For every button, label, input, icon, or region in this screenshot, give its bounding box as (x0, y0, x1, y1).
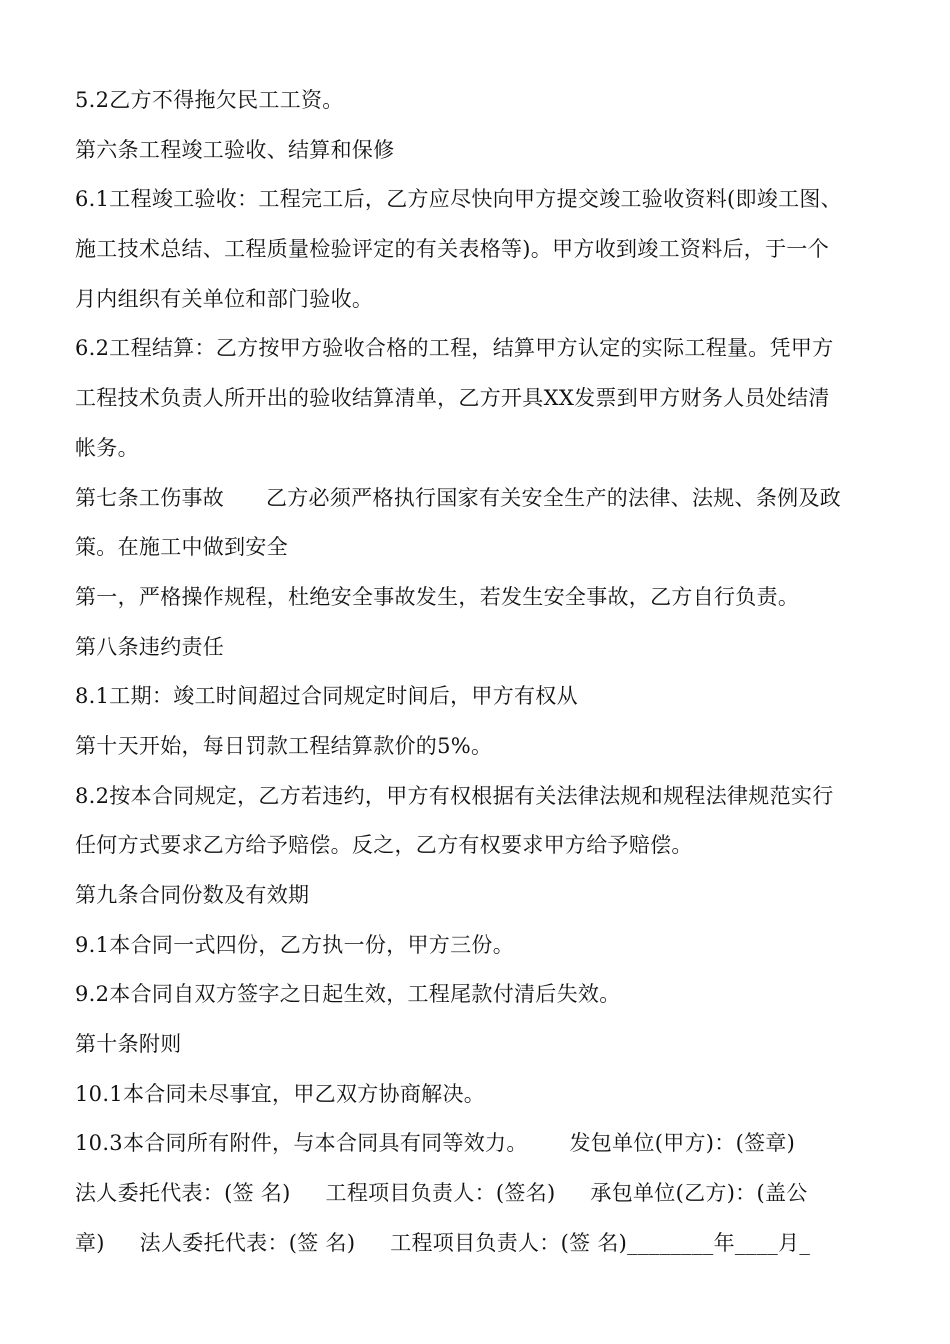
text-line: 月内组织有关单位和部门验收。 (75, 286, 374, 311)
text-line: 9.1本合同一式四份，乙方执一份，甲方三份。 (75, 932, 514, 957)
section-heading: 第九条合同份数及有效期 (75, 883, 310, 907)
text-line: 施工技术总结、工程质量检验评定的有关表格等)。甲方收到竣工资料后，于一个 (75, 237, 829, 262)
text-line: 帐务。 (75, 435, 139, 460)
text-line: 9.2本合同自双方签字之日起生效，工程尾款付清后失效。 (75, 982, 621, 1007)
signature-line: 10.3本合同所有附件，与本合同具有同等效力。 发包单位(甲方)：(签章) (75, 1131, 796, 1156)
text-line: 工程技术负责人所开出的验收结算清单，乙方开具XX发票到甲方财务人员处结清 (75, 386, 830, 411)
text-line: 第一，严格操作规程，杜绝安全事故发生，若发生安全事故，乙方自行负责。 (75, 584, 800, 609)
text-line: 5.2乙方不得拖欠民工工资。 (75, 88, 344, 112)
text-line: 任何方式要求乙方给予赔偿。反之，乙方有权要求甲方给予赔偿。 (75, 833, 693, 858)
signature-line: 章) 法人委托代表：(签 名) 工程项目负责人：(签 名)________年____月_ (75, 1230, 811, 1255)
text-line: 8.1工期：竣工时间超过合同规定时间后，甲方有权从 (75, 684, 578, 709)
text-line: 10.1本合同未尽事宜，甲乙双方协商解决。 (75, 1081, 486, 1106)
section-heading: 第七条工伤事故 乙方必须严格执行国家有关安全生产的法律、法规、条例及政 (75, 485, 842, 510)
text-line: 6.2工程结算：乙方按甲方验收合格的工程，结算甲方认定的实际工程量。凭甲方 (75, 336, 834, 361)
section-heading: 第十条附则 (75, 1032, 182, 1057)
section-heading: 第八条违约责任 (75, 634, 225, 659)
text-line: 第十天开始，每日罚款工程结算款价的5%。 (75, 733, 493, 758)
section-heading: 第六条工程竣工验收、结算和保修 (75, 137, 395, 162)
document-body (75, 76, 905, 1269)
text-line: 8.2按本合同规定，乙方若违约，甲方有权根据有关法律法规和规程法律规范实行 (75, 783, 834, 808)
signature-line: 法人委托代表：(签 名) 工程项目负责人：(签名) 承包单位(乙方)：(盖公 (75, 1181, 808, 1206)
text-line: 策。在施工中做到安全 (75, 535, 288, 560)
text-line: 6.1工程竣工验收：工程完工后，乙方应尽快向甲方提交竣工验收资料(即竣工图、 (75, 187, 842, 212)
